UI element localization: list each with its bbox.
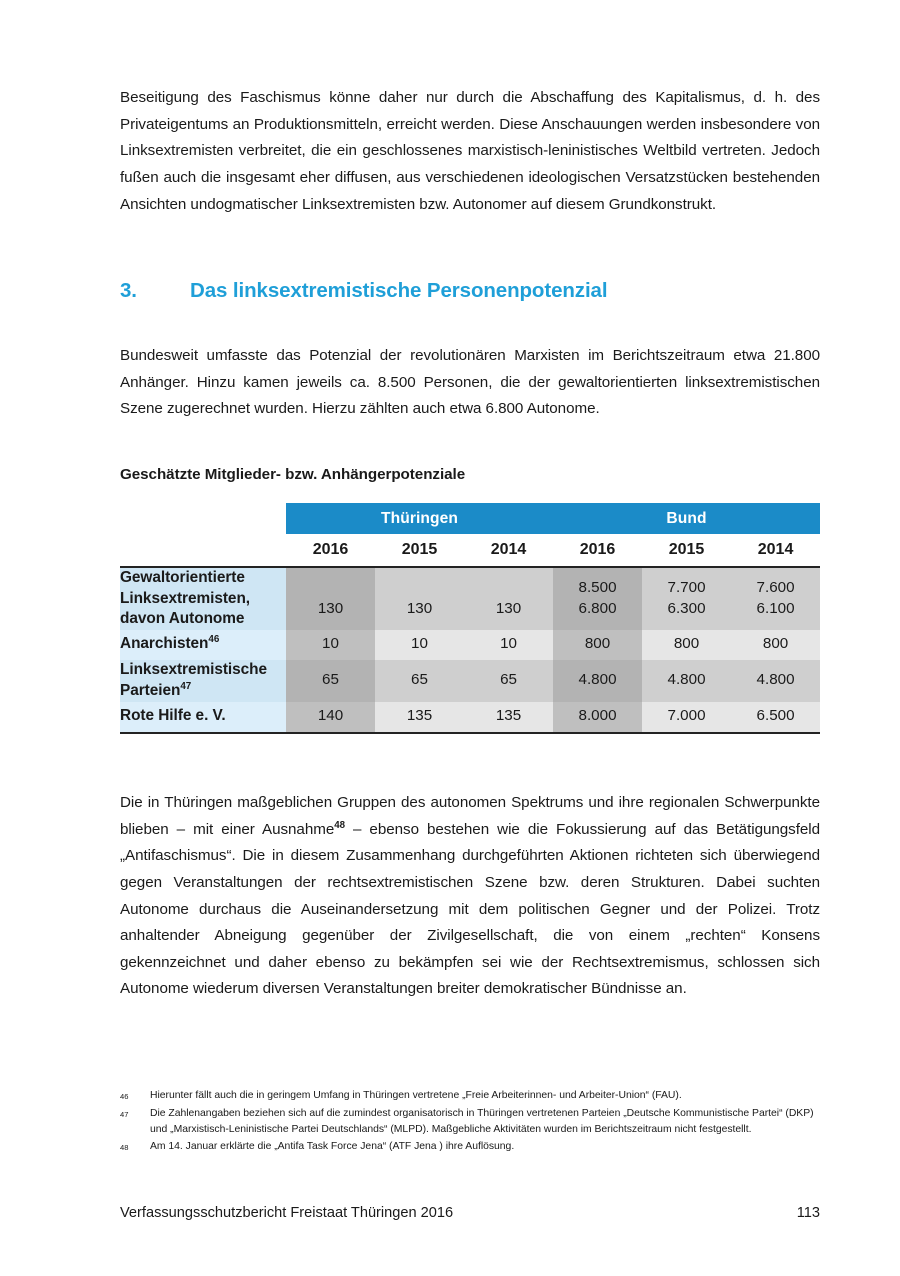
table-row (120, 660, 820, 702)
row-cell (642, 567, 731, 630)
row-cell: 4.800 (731, 660, 820, 702)
year-header-blank (120, 534, 286, 567)
footnote-marker: 48 (120, 1142, 129, 1152)
table-head (120, 503, 820, 567)
row-cell: 4.800 (553, 660, 642, 702)
table-row (120, 567, 820, 630)
row-cell: 800 (553, 630, 642, 660)
year-header-th-2016: 2016 (286, 534, 375, 567)
year-header-bund-2014: 2014 (731, 534, 820, 567)
row-cell (464, 567, 553, 630)
row-cell: 135 (375, 702, 464, 733)
cell-top: 7.600 (756, 579, 795, 597)
row-label-line: davon Autonome (120, 610, 245, 627)
row-cell (286, 567, 375, 630)
potential-table (120, 503, 820, 734)
row-cell: 65 (375, 660, 464, 702)
row-label-text: Anarchisten (120, 635, 209, 653)
groups-paragraph: Die in Thüringen maßgeblichen Gruppen des autonomen Spektrums und ihre regionalen Schwerpunkte blieben – mit einer Ausnahme$^{48}$ – ebenso bestehen wie die Fokussierung auf das Betätigungsfeld „Antifaschismus“. Die in diesem Zusammenhang durchgeführten Aktionen richteten sich überwiegend gegen Veranstaltungen der rechtsextremistischen Szene bzw. deren Strukturen. Dabei suchten Autonome durchaus die Auseinandersetzung mit dem politischen Gegner und der Polizei. Trotz anhaltender Abneigung gegenüber der Zivilgesellschaft, die von einem „rechten“ Konsens gekennzeichnet und daher ebenso zu bekämpfen sei wie der Rechtsextremismus, schlossen sich Autonome wiederum diversen Veranstaltungen breiter demokratischer Bündnisse an. (120, 794, 820, 998)
year-header-bund-2015: 2015 (642, 534, 731, 567)
row-cell: 140 (286, 702, 375, 733)
footnote-item (120, 1139, 820, 1157)
row-label-footnote-ref: 47 (180, 680, 192, 692)
cell-bottom: 130 (495, 599, 522, 617)
year-header-th-2015: 2015 (375, 534, 464, 567)
table-row (120, 630, 820, 660)
footnote-text: Am 14. Januar erklärte die „Antifa Task Force Jena“ (ATF Jena ) ihre Auflösung. (150, 1140, 515, 1152)
footnote-marker: 46 (120, 1092, 129, 1101)
potential-paragraph: Bundesweit umfasste das Potenzial der revolutionären Marxisten im Berichtszeitraum etwa 21.800 Anhänger. Hinzu kamen jeweils ca. 8.500 Personen, die der gewaltorientierten linksextremistischen Szene zugerechnet wurden. Hierzu zählten auch etwa 6.800 Autonome. (120, 347, 820, 418)
section-number: 3. (120, 279, 137, 302)
cell-bottom: 6.800 (578, 599, 617, 617)
row-cell (375, 567, 464, 630)
row-cell: 8.000 (553, 702, 642, 733)
footnotes-block (120, 1088, 820, 1156)
footnote-item (120, 1106, 820, 1139)
footnote-text: Die Zahlenangaben beziehen sich auf die zumindest organisatorisch in Thüringen vertretenen Parteien „Deutsche Kommunistische Partei“ (DKP) und „Marxistisch-Leninistische Partei Deutschlands“ (MLPD). Maßgebliche Aktivitäten wurden im Berichtszeitraum nicht festgestellt. (150, 1107, 814, 1136)
row-label-footnote-ref: 46 (208, 634, 220, 646)
section-heading (120, 279, 820, 303)
row-cell (553, 567, 642, 630)
table-caption: Geschätzte Mitglieder- bzw. Anhängerpotenziale (120, 466, 466, 483)
row-label-line: Linksextremisten, (120, 589, 251, 607)
cell-bottom: 6.100 (756, 599, 795, 617)
cell-top: 8.500 (578, 579, 617, 597)
row-cell: 65 (464, 660, 553, 702)
row-label (120, 567, 286, 630)
intro-paragraph: Beseitigung des Faschismus könne daher nur durch die Abschaffung des Kapitalismus, d. h. des Privateigentums an Produktionsmitteln, erreicht werden. Diese Anschauungen werden insbesondere von Linksextremisten verbreitet, die ein geschlossenes marxistisch-leninistisches Weltbild vertreten. Jedoch fußen auch die insgesamt eher diffusen, aus verschiedenen ideologischen Versatzstücken bestehenden Ansichten undogmatischer Linksextremisten bzw. Autonomer auf diesem Grundkonstrukt. (120, 89, 820, 213)
year-header-th-2014: 2014 (464, 534, 553, 567)
table-group-header-row (120, 503, 820, 534)
cell-bottom: 130 (406, 599, 433, 617)
group-header-bund: Bund (553, 503, 820, 534)
row-cell: 135 (464, 702, 553, 733)
row-cell: 10 (464, 630, 553, 660)
cell-top: 7.700 (667, 579, 706, 597)
section-title: Das linksextremistische Personenpotenzial (190, 279, 608, 302)
row-cell: 800 (642, 630, 731, 660)
row-label-line: Parteien (120, 681, 181, 699)
row-label-line: Linksextremistische (120, 661, 268, 678)
group-header-thueringen: Thüringen (286, 503, 553, 534)
row-cell: 4.800 (642, 660, 731, 702)
footnote-text: Hierunter fällt auch die in geringem Umfang in Thüringen vertretene „Freie Arbeiterinnen- und Arbeiter-Union“ (FAU). (150, 1090, 682, 1101)
table-row (120, 702, 820, 733)
page-footer (120, 1205, 820, 1221)
row-cell: 6.500 (731, 702, 820, 733)
document-page (120, 0, 820, 1276)
table-year-header-row (120, 534, 820, 567)
footer-page-number: 113 (796, 1205, 820, 1221)
table-body (120, 567, 820, 733)
row-cell: 65 (286, 660, 375, 702)
row-label (120, 660, 286, 702)
footnote-item (120, 1088, 820, 1106)
row-label (120, 630, 286, 660)
cell-bottom: 130 (317, 599, 344, 617)
group-header-blank (120, 503, 286, 534)
row-cell: 800 (731, 630, 820, 660)
row-label-line: Gewaltorientierte (120, 569, 245, 586)
year-header-bund-2016: 2016 (553, 534, 642, 567)
row-cell: 7.000 (642, 702, 731, 733)
cell-bottom: 6.300 (667, 599, 706, 617)
row-label: Rote Hilfe e. V. (120, 702, 286, 733)
inline-footnote-ref: 48 (334, 819, 345, 831)
footer-title: Verfassungsschutzbericht Freistaat Thüringen 2016 (120, 1205, 454, 1221)
row-cell: 10 (286, 630, 375, 660)
row-cell (731, 567, 820, 630)
footnote-marker: 47 (120, 1109, 129, 1119)
row-cell: 10 (375, 630, 464, 660)
